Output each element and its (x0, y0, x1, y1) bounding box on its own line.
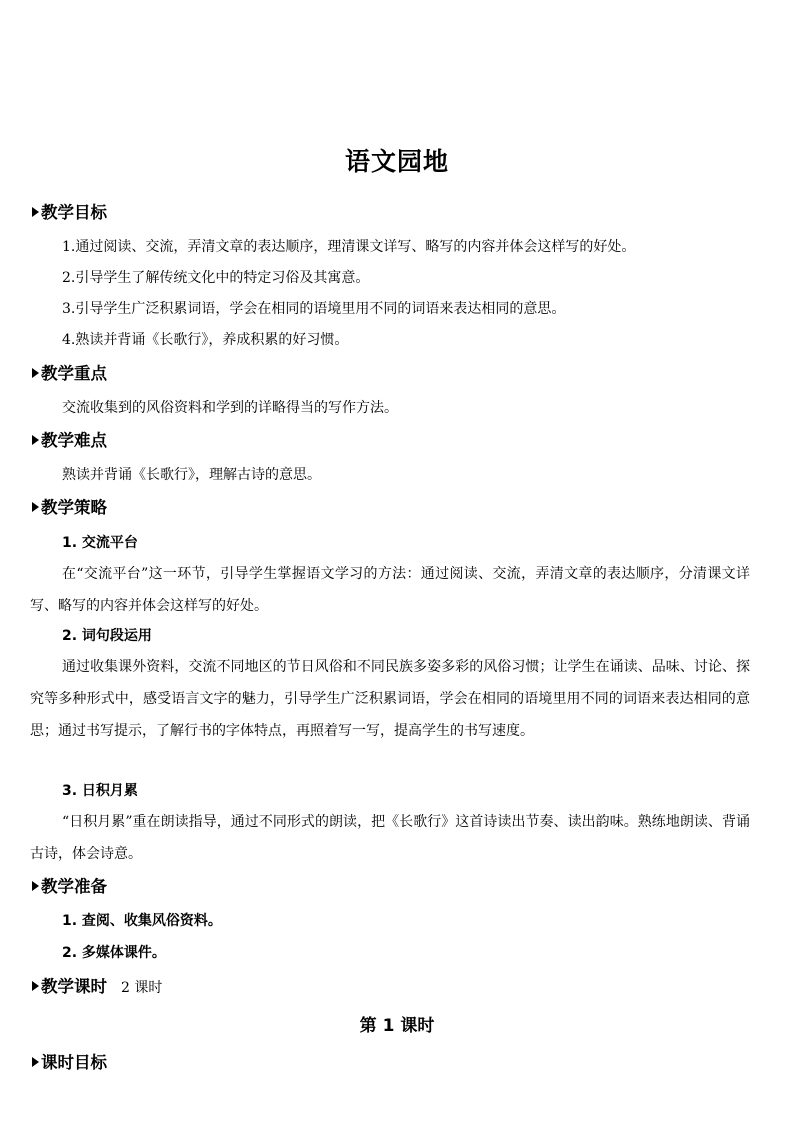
objective-item: 4.熟读并背诵《长歌行》，养成积累的好习惯。 (62, 332, 349, 348)
strategy-paragraph: “日积月累”重在朗读指导，通过不同形式的朗读，把《长歌行》这首诗读出节奏、读出韵味。熟练地朗读、背诵古诗，体会诗意。 (30, 814, 750, 862)
section-heading-preparation (32, 875, 107, 899)
key-points-text: 交流收集到的风俗资料和学到的详略得当的写作方法。 (62, 400, 398, 416)
page-title: 语文园地 (344, 147, 449, 176)
section-heading-session-objectives (32, 1051, 107, 1075)
section-heading-label: 教学课时 (41, 977, 107, 996)
triangle-bullet-icon (32, 435, 39, 445)
triangle-bullet-icon (32, 981, 39, 991)
strategy-paragraph: 通过收集课外资料，交流不同地区的节日风俗和不同民族多姿多彩的风俗习惯；让学生在诵读、品味、讨论、探究等多种形式中，感受语言文字的魅力，引导学生广泛积累词语，学会在相同的语境里用不同的词语来表达相同的意思；通过书写提示，了解行书的字体特点，再照着写一写，提高学生的书写速度。 (30, 659, 750, 739)
triangle-bullet-icon (32, 502, 39, 512)
section-heading-label: 教学重点 (41, 364, 107, 383)
preparation-item: 2. 多媒体课件。 (62, 945, 166, 961)
strategy-title: 2. 词句段运用 (62, 628, 152, 644)
strategy-title: 1. 交流平台 (62, 535, 138, 551)
section-heading-key-points (32, 362, 107, 386)
preparation-item: 1. 查阅、收集风俗资料。 (62, 913, 222, 929)
strategy-paragraph: 在“交流平台”这一环节，引导学生掌握语文学习的方法：通过阅读、交流，弄清文章的表达顺序，分清课文详写、略写的内容并体会这样写的好处。 (30, 566, 750, 614)
objective-item: 1.通过阅读、交流，弄清文章的表达顺序，理清课文详写、略写的内容并体会这样写的好处。 (62, 239, 636, 255)
section-heading-difficulties (32, 429, 107, 453)
objective-item: 2.引导学生了解传统文化中的特定习俗及其寓意。 (62, 270, 370, 286)
triangle-bullet-icon (32, 368, 39, 378)
triangle-bullet-icon (32, 207, 39, 217)
section-heading-label: 课时目标 (41, 1053, 107, 1072)
triangle-bullet-icon (32, 1057, 39, 1067)
section-heading-label: 教学准备 (41, 877, 107, 896)
section-heading-strategies (32, 496, 107, 520)
section-heading-objectives (32, 201, 107, 225)
section-heading-label: 教学目标 (41, 203, 107, 222)
section-heading-hours (32, 975, 162, 1000)
triangle-bullet-icon (32, 881, 39, 891)
objective-item: 3.引导学生广泛积累词语，学会在相同的语境里用不同的词语来表达相同的意思。 (62, 301, 566, 317)
session-title: 第 1 课时 (359, 1016, 435, 1036)
strategy-title: 3. 日积月累 (62, 783, 138, 799)
section-heading-label: 教学策略 (41, 498, 107, 517)
difficulties-text: 熟读并背诵《长歌行》，理解古诗的意思。 (62, 467, 321, 483)
hours-value: 2 课时 (121, 980, 163, 996)
section-heading-label: 教学难点 (41, 431, 107, 450)
